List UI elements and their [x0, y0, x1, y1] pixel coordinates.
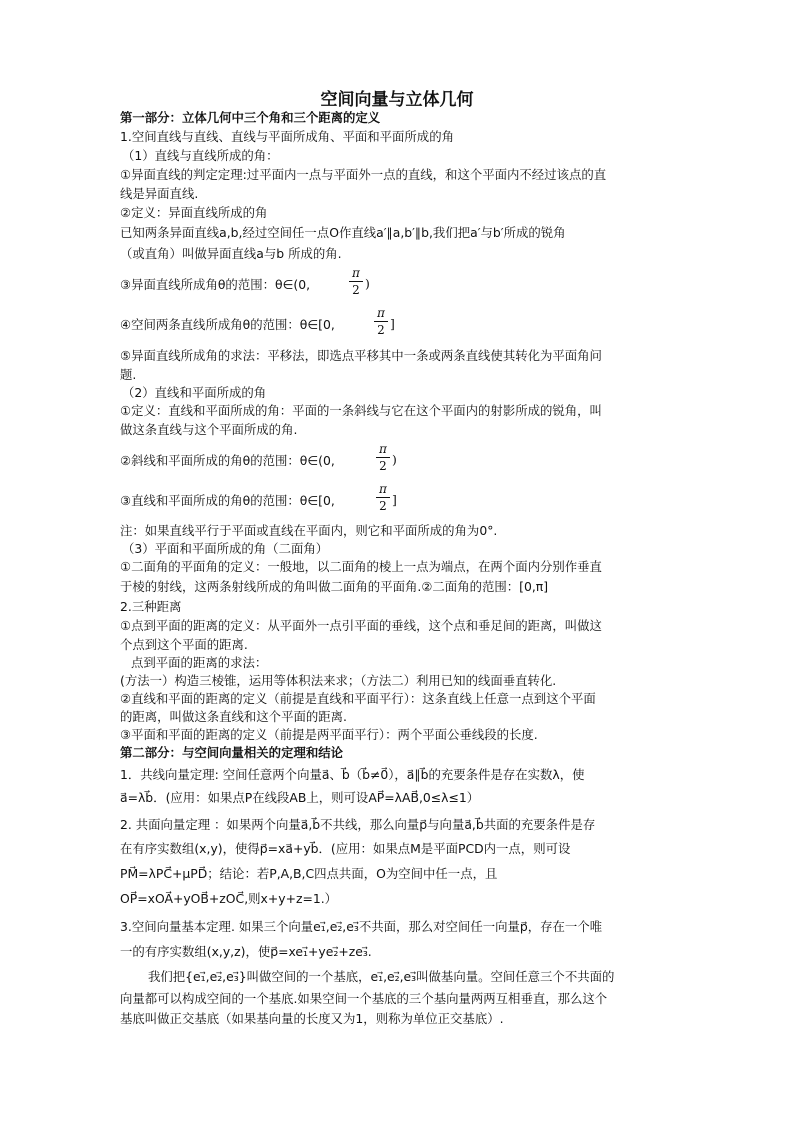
close-bracket: ] — [392, 492, 397, 507]
text-line: ③平面和平面的距离的定义（前提是两平面平行）：两个平面公垂线段的长度. — [120, 727, 538, 742]
fraction — [376, 442, 390, 473]
text-line: 1．共线向量定理: 空间任意两个向量a⃗、b⃗（b⃗≠0⃗），a⃗∥b⃗的充要条件是存在实数λ，使 — [120, 767, 585, 782]
text-line: ③异面直线所成角θ的范围：θ∈(0, — [120, 277, 311, 292]
text-line: 个点到这个平面的距离. — [120, 637, 248, 652]
text-line: ①点到平面的距离的定义：从平面外一点引平面的垂线，这个点和垂足间的距离，叫做这 — [120, 618, 602, 633]
text-line: 2.三种距离 — [120, 599, 182, 614]
text-line: ③直线和平面所成的角θ的范围：θ∈[0, — [120, 493, 335, 508]
text-line: PM⃗=λPC⃗+μPD⃗；结论：若P,A,B,C四点共面，O为空间中任一点，且 — [120, 866, 498, 881]
text-line: 基底叫做正交基底（如果基向量的长度又为1，则称为单位正交基底）. — [120, 1011, 504, 1026]
fraction-denominator: 2 — [379, 499, 387, 513]
text-line: 的距离，叫做这条直线和这个平面的距离. — [120, 709, 347, 724]
fraction-denominator: 2 — [377, 323, 385, 337]
text-line: 注：如果直线平行于平面或直线在平面内，则它和平面所成的角为0°. — [120, 523, 498, 538]
section-heading: 第二部分：与空间向量相关的定理和结论 — [120, 745, 344, 760]
text-line: 于棱的射线，这两条射线所成的角叫做二面角的平面角.②二面角的范围：[0,π] — [120, 579, 549, 594]
text-line: 已知两条异面直线a,b,经过空间任一点O作直线a′∥a,b′∥b,我们把a′与b′所成的锐角 — [120, 225, 566, 240]
close-paren: ) — [365, 276, 370, 291]
text-line: a⃗=λb⃗．(应用：如果点P在线段AB上，则可设AP⃗=λAB⃗,0≤λ≤1） — [120, 790, 480, 805]
fraction — [349, 266, 363, 297]
text-line: 一的有序实数组(x,y,z)，使p⃗=xe₁⃗+ye₂⃗+ze₃⃗. — [120, 944, 372, 959]
text-line: (方法一）构造三棱锥，运用等体积法来求；（方法二）利用已知的线面垂直转化. — [120, 673, 557, 688]
section-heading: 第一部分：立体几何中三个角和三个距离的定义 — [120, 110, 381, 125]
text-line: 点到平面的距离的求法： — [131, 655, 268, 670]
text-line: 在有序实数组(x,y)，使得p⃗=xa⃗+yb⃗．(应用：如果点M是平面PCD内一点，则可设 — [120, 841, 571, 856]
text-line: 做这条直线与这个平面所成的角. — [120, 422, 298, 437]
text-line: 线是异面直线. — [120, 186, 199, 201]
text-line: 2. 共面向量定理 ：如果两个向量a⃗,b⃗不共线，那么向量p⃗与向量a⃗,b⃗共面的充要条件是存 — [120, 817, 596, 832]
fraction — [376, 482, 390, 513]
close-bracket: ] — [390, 316, 395, 331]
text-line: 3.空间向量基本定理. 如果三个向量e₁⃗,e₂⃗,e₃⃗不共面，那么对空间任一向量p⃗，存在一个唯 — [120, 919, 603, 934]
text-line: ②定义：异面直线所成的角 — [120, 205, 268, 220]
fraction-numerator: π — [379, 482, 387, 496]
text-line: ②斜线和平面所成的角θ的范围：θ∈(0, — [120, 453, 335, 468]
close-paren: ) — [392, 452, 397, 467]
text-line: ①定义：直线和平面所成的角：平面的一条斜线与它在这个平面内的射影所成的锐角，叫 — [120, 403, 602, 418]
fraction-numerator: π — [377, 306, 385, 320]
text-line: （或直角）叫做异面直线a与b 所成的角. — [120, 246, 342, 261]
text-line: （3）平面和平面所成的角（二面角） — [122, 541, 329, 556]
text-line: ④空间两条直线所成角θ的范围：θ∈[0, — [120, 317, 335, 332]
text-line: 我们把{e₁⃗,e₂⃗,e₃⃗}叫做空间的一个基底，e₁⃗,e₂⃗,e₃⃗叫做基向量。空间任意三个不共面的 — [148, 969, 615, 984]
fraction-denominator: 2 — [379, 459, 387, 473]
fraction-numerator: π — [352, 266, 360, 280]
text-line: OP⃗=xOA⃗+yOB⃗+zOC⃗,则x+y+z=1.） — [120, 891, 338, 906]
fraction-denominator: 2 — [352, 283, 360, 297]
fraction-numerator: π — [379, 442, 387, 456]
text-line: ①异面直线的判定定理:过平面内一点与平面外一点的直线，和这个平面内不经过该点的直 — [120, 167, 607, 182]
text-line: 题. — [120, 367, 137, 382]
text-line: ②直线和平面的距离的定义（前提是直线和平面平行）：这条直线上任意一点到这个平面 — [120, 691, 596, 706]
fraction — [374, 306, 388, 337]
text-line: ⑤异面直线所成角的求法：平移法，即选点平移其中一条或两条直线使其转化为平面角问 — [120, 348, 602, 363]
text-line: （1）直线与直线所成的角： — [122, 148, 279, 163]
text-line: ①二面角的平面角的定义：一般地，以二面角的棱上一点为端点，在两个面内分别作垂直 — [120, 559, 602, 574]
page-title: 空间向量与立体几何 — [320, 90, 474, 110]
text-line: （2）直线和平面所成的角 — [122, 385, 267, 400]
text-line: 1.空间直线与直线、直线与平面所成角、平面和平面所成的角 — [120, 129, 454, 144]
text-line: 向量都可以构成空间的一个基底.如果空间一个基底的三个基向量两两互相垂直，那么这个 — [120, 991, 608, 1006]
